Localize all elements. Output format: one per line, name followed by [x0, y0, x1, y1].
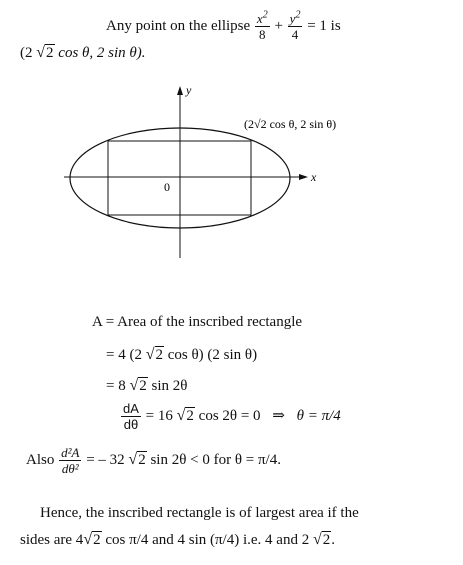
sqrt-2: √2 [36, 44, 54, 61]
sqrt-2: √2 [128, 450, 146, 468]
sqrt-2: √2 [129, 377, 147, 394]
param-open: (2 [20, 45, 33, 61]
x-axis-label: x [311, 170, 317, 184]
y-axis-arrow [177, 86, 183, 95]
derivation-line-5: Also $\frac{\text{d²A}}{\text{dθ²}}$ = – 32 √2 sin 2θ < 0 for θ = π/4. [26, 445, 281, 476]
plus-sign: + [274, 17, 283, 34]
sqrt-2: √2 [312, 531, 331, 548]
frac-y-den: 4 [291, 27, 299, 42]
x-squared-over-8: $\frac{x^2}{8}$ [256, 9, 268, 42]
frac-x-den: 8 [259, 27, 266, 42]
y-axis-label: y [186, 83, 192, 97]
sqrt-2: √2 [83, 531, 101, 548]
intro-lead: Any point on the ellipse [106, 17, 251, 34]
conclusion-line-2: sides are 4√2 cos π/4 and 4 sin (π/4) i.e. 4 and 2 √2. [20, 531, 335, 548]
y-squared-over-4: $\frac{y^2}{4}$ [289, 9, 301, 42]
origin-label: 0 [164, 180, 170, 194]
dA-over-dtheta: $\frac{dA}{d\theta}$ [123, 401, 139, 432]
intro-tail: = 1 is [307, 17, 341, 34]
frac-y-num: y [289, 11, 296, 26]
corner-point-label: (2√2 cos θ, 2 sin θ) [244, 117, 337, 131]
conclusion-line-1: Hence, the inscribed rectangle is of largest area if the [40, 505, 359, 521]
sqrt-2: √2 [176, 406, 194, 424]
derivation-line-3: = 8 √2 sin 2θ [106, 377, 188, 394]
also-label: Also [26, 451, 55, 468]
derivation-line-2: = 4 (2 √2 cos θ) (2 sin θ) [106, 346, 258, 363]
sqrt-2: √2 [145, 346, 163, 363]
derivation-line-4: $\frac{dA}{d\theta}$ = 16 √2 cos 2θ = 0 ⇒ θ = π/4 [123, 401, 341, 432]
derivation-line-1: A = Area of the inscribed rectangle [92, 314, 303, 330]
d2A-over-dtheta2: $\frac{\text{d²A}}{\text{dθ²}}$ [61, 445, 80, 476]
param-rest: cos θ, 2 sin θ). [58, 45, 146, 61]
x-axis-arrow [299, 174, 308, 180]
frac-x-num: x [256, 11, 263, 26]
implies-arrow: ⇒ [272, 407, 285, 424]
